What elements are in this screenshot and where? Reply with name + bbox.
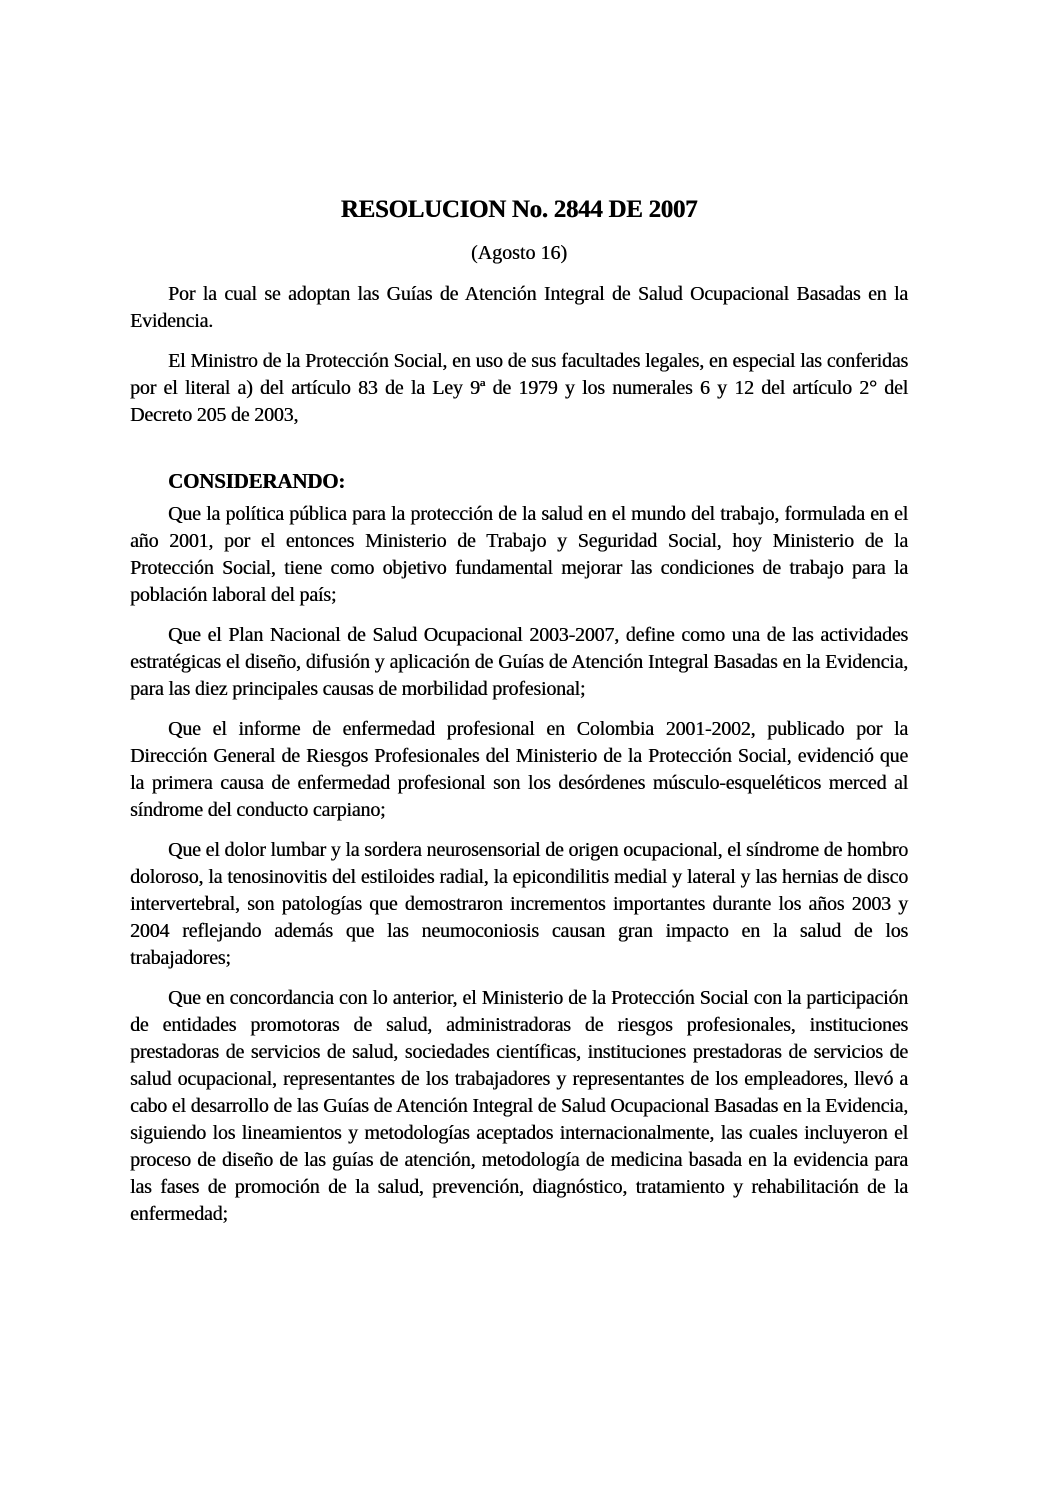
considering-paragraph: Que la política pública para la protección de la salud en el mundo del trabajo, formulada en el año 2001, por el entonces Ministerio de Trabajo y Seguridad Social, hoy Ministerio de la Protección Social, tiene como objetivo fundamental mejorar las condiciones de trabajo para la población laboral del país; xyxy=(130,503,908,606)
document-date-line: (Agosto 16) xyxy=(470,242,568,264)
document-body xyxy=(130,281,908,1228)
intro-paragraph: El Ministro de la Protección Social, en uso de sus facultades legales, en especial las conferidas por el literal a) del artículo 83 de la Ley 9ª de 1979 y los numerales 6 y 12 del artículo 2° del Decreto 205 de 2003, xyxy=(130,350,908,426)
considering-paragraph: Que el informe de enfermedad profesional en Colombia 2001-2002, publicado por la Dirección General de Riesgos Profesionales del Ministerio de la Protección Social, evidenció que la primera causa de enfermedad profesional son los desórdenes músculo-esqueléticos merced al síndrome del conducto carpiano; xyxy=(130,718,908,821)
document-title: RESOLUCION No. 2844 DE 2007 xyxy=(340,196,698,223)
intro-paragraph: Por la cual se adoptan las Guías de Atención Integral de Salud Ocupacional Basadas en la Evidencia. xyxy=(130,283,908,332)
considering-paragraph: Que el Plan Nacional de Salud Ocupacional 2003-2007, define como una de las actividades estratégicas el diseño, difusión y aplicación de Guías de Atención Integral Basadas en la Evidencia, para las diez principales causas de morbilidad profesional; xyxy=(130,624,908,700)
considering-paragraph: Que el dolor lumbar y la sordera neurosensorial de origen ocupacional, el síndrome de hombro doloroso, la tenosinovitis del estiloides radial, la epicondilitis medial y lateral y las hernias de disco intervertebral, son patologías que demostraron incrementos importantes durante los años 2003 y 2004 reflejando además que las neumoconiosis causan gran impacto en la salud de los trabajadores; xyxy=(130,839,908,969)
considering-paragraph: Que en concordancia con lo anterior, el Ministerio de la Protección Social con la participación de entidades promotoras de salud, administradoras de riesgos profesionales, instituciones prestadoras de servicios de salud, sociedades científicas, instituciones prestadoras de servicios de salud ocupacional, representantes de los trabajadores y representantes de los empleadores, llevó a cabo el desarrollo de las Guías de Atención Integral de Salud Ocupacional Basadas en la Evidencia, siguiendo los lineamientos y metodologías aceptados internacionalmente, las cuales incluyeron el proceso de diseño de las guías de atención, metodología de medicina basada en la evidencia para las fases de promoción de la salud, prevención, diagnóstico, tratamiento y rehabilitación de la enfermedad; xyxy=(130,987,908,1225)
considering-heading: CONSIDERANDO: xyxy=(168,469,346,493)
